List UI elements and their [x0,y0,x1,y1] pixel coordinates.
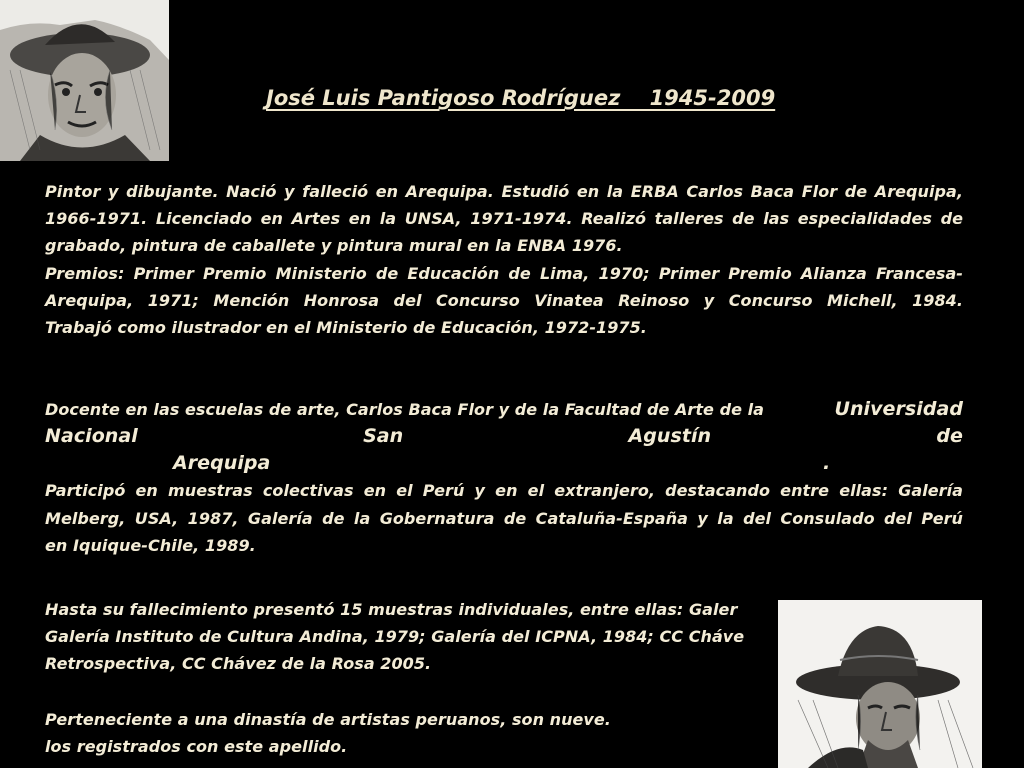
portrait-sketch-bottom [778,600,982,768]
text-line [45,396,963,423]
text-line: grabado, pintura de caballete y pintura mural en la ENBA 1976. [45,236,623,256]
text-line: 1966-1971. Licenciado en Artes en la UNSA, 1971-1974. Realizó talleres de las especialidades de [45,209,963,229]
portrait-sketch-bottom-drawing [778,600,982,768]
biography-paragraph-1 [45,178,963,341]
text-line: Arequipa, 1971; Mención Honrosa del Concurso Vinatea Reinoso y Concurso Michell, 1984. [45,290,963,310]
text-line: Perteneciente a una dinastía de artistas peruanos, son nueve. [45,710,611,729]
text-word: Nacional [45,425,138,448]
text-word: Arequipa [173,452,271,475]
text-line [45,450,963,477]
text-line: los registrados con este apellido. [45,737,348,757]
text-word: de [936,425,963,448]
text-line: Retrospectiva, CC Chávez de la Rosa 2005. [45,654,432,674]
text-line: Galería Instituto de Cultura Andina, 1979; Galería del ICPNA, 1984; CC Cháve [45,627,745,647]
biography-paragraph-2 [45,396,963,559]
portrait-sketch-top [0,0,169,161]
text-line [45,423,963,450]
text-line: Hasta su fallecimiento presentó 15 muestras individuales, entre ellas: Galer [45,600,738,619]
page-title: José Luis Pantigoso Rodríguez 1945-2009 [266,86,776,110]
portrait-sketch-top-drawing [0,0,169,161]
text-line: Participó en muestras colectivas en el Perú y en el extranjero, destacando entre ellas: Galería [45,481,963,501]
text-line: Premios: Primer Premio Ministerio de Educación de Lima, 1970; Primer Premio Alianza Francesa- [45,263,963,283]
text-line: Pintor y dibujante. Nació y falleció en Arequipa. Estudió en la ERBA Carlos Baca Flor de Arequipa, [45,182,963,201]
text-punctuation: . [823,452,831,475]
text-line: en Iquique-Chile, 1989. [45,535,256,555]
text-segment: Universidad [834,398,963,420]
biography-paragraph-3 [45,596,805,678]
text-line: Melberg, USA, 1987, Galería de la Gobernatura de Cataluña-España y la del Consulado del Perú [45,508,963,528]
biography-paragraph-4 [45,706,745,760]
text-line: Trabajó como ilustrador en el Ministerio de Educación, 1972-1975. [45,318,647,338]
text-word: San [363,425,404,448]
text-segment: Docente en las escuelas de arte, Carlos Baca Flor y de la Facultad de Arte de la [45,400,764,419]
text-word: Agustín [628,425,712,448]
